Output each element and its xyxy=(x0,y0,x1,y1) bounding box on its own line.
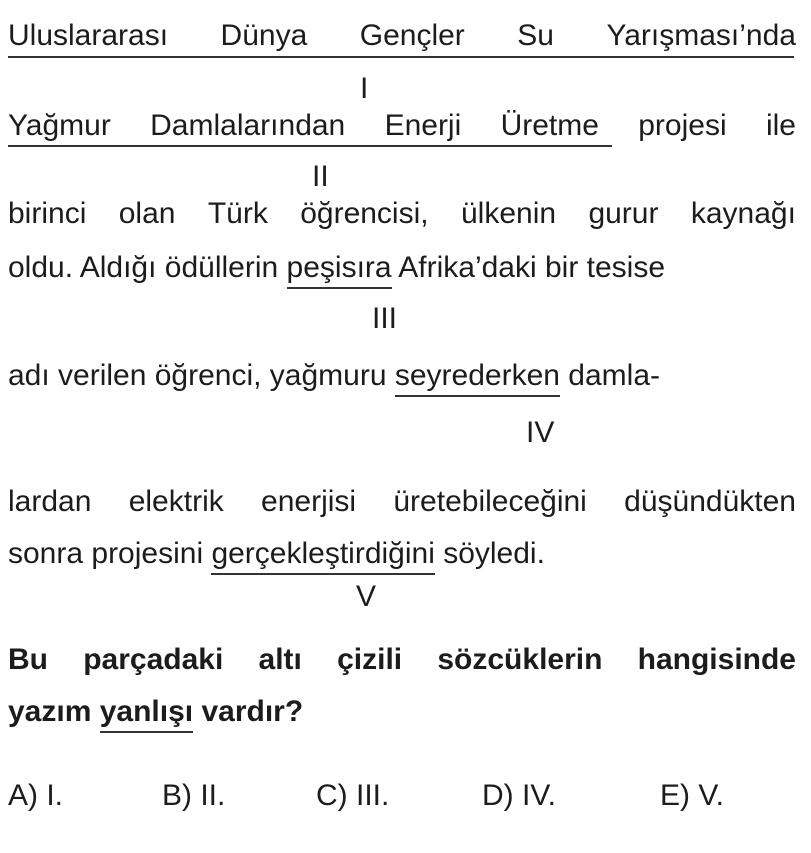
word: Gençler xyxy=(359,19,465,52)
word: lardan xyxy=(8,485,92,518)
word: Yağmur xyxy=(8,109,111,142)
option-b[interactable]: B) II. xyxy=(162,779,226,812)
word: olan xyxy=(118,197,176,230)
passage-line-5 xyxy=(8,358,796,397)
numeral-v: V xyxy=(356,580,377,613)
option-a[interactable]: A) I. xyxy=(8,779,64,812)
passage-line-2 xyxy=(8,108,796,144)
underlined-word-iii: peşisıra xyxy=(287,251,392,289)
passage-line-3 xyxy=(8,196,796,232)
word: Üretme xyxy=(500,109,599,142)
text: söyledi. xyxy=(434,537,545,570)
underline-i xyxy=(8,56,794,58)
word: altı xyxy=(258,643,302,676)
question-line-1 xyxy=(8,642,796,678)
numeral-i: I xyxy=(360,72,369,105)
word: elektrik xyxy=(128,485,224,518)
word: Bu xyxy=(8,643,48,676)
word: üretebileceğini xyxy=(393,485,587,518)
text: Afrika’daki bir tesise xyxy=(391,251,666,284)
passage-line-6 xyxy=(8,484,796,520)
question-line-2 xyxy=(8,694,796,733)
numeral-ii: II xyxy=(312,160,329,193)
word: Türk xyxy=(207,197,268,230)
word: parçadaki xyxy=(83,643,224,676)
text: sonra projesini xyxy=(8,537,212,570)
passage-line-4 xyxy=(8,250,796,289)
word: projesi xyxy=(638,109,727,142)
option-d[interactable]: D) IV. xyxy=(482,779,556,812)
option-e[interactable]: E) V. xyxy=(660,779,724,812)
text: adı verilen öğrenci, yağmuru xyxy=(8,359,395,392)
word: Dünya xyxy=(220,19,308,52)
word: Enerji xyxy=(384,109,462,142)
underlined-word-question: yanlışı xyxy=(100,695,193,733)
passage-line-1 xyxy=(8,18,796,54)
word: Su xyxy=(517,19,554,52)
underline-ii xyxy=(8,145,612,147)
word: ile xyxy=(765,109,796,142)
word: sözcüklerin xyxy=(437,643,603,676)
passage-line-7 xyxy=(8,536,796,575)
text: yazım xyxy=(8,695,100,728)
text: vardır? xyxy=(193,695,304,728)
word: Yarışması’nda xyxy=(606,19,796,52)
word: hangisinde xyxy=(637,643,796,676)
word: çizili xyxy=(337,643,403,676)
word: gurur xyxy=(588,197,659,230)
text: oldu. Aldığı ödüllerin xyxy=(8,251,287,284)
word: birinci xyxy=(8,197,87,230)
numeral-iii: III xyxy=(372,302,398,335)
word: Damlalarından xyxy=(150,109,346,142)
word: kaynağı xyxy=(690,197,796,230)
numeral-iv: IV xyxy=(526,416,555,449)
word: Uluslararası xyxy=(8,19,169,52)
option-c[interactable]: C) III. xyxy=(316,779,390,812)
word: öğrencisi, xyxy=(300,197,429,230)
text: damla- xyxy=(559,359,661,392)
word: düşündükten xyxy=(624,485,796,518)
underlined-word-iv: seyrederken xyxy=(395,359,560,397)
word: ülkenin xyxy=(460,197,557,230)
word: enerjisi xyxy=(261,485,357,518)
underlined-word-v: gerçekleştirdiğini xyxy=(211,537,434,575)
